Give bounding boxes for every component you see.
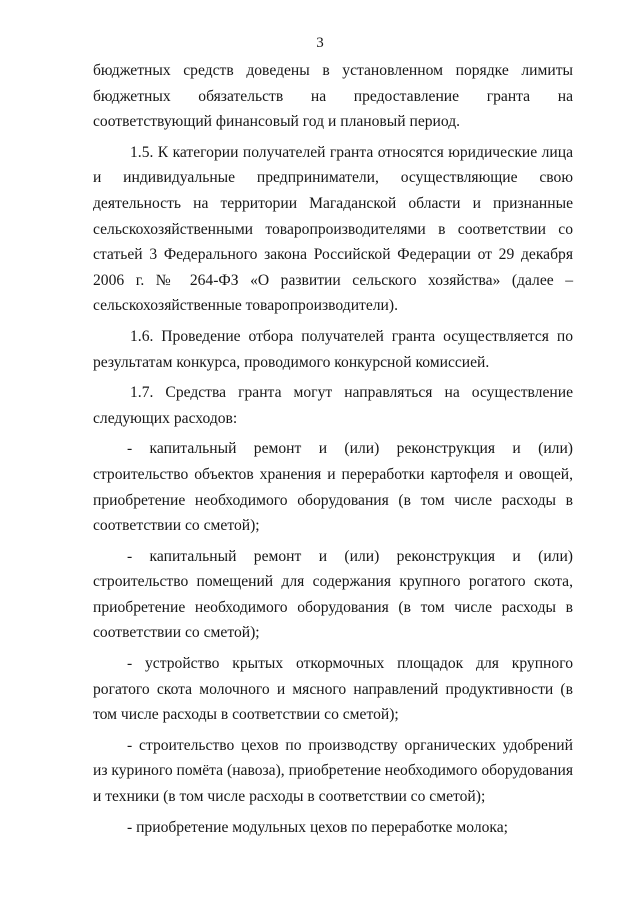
list-item-fertilizer-workshops: - строительство цехов по производству органических удобрений из куриного помёта (навоза), приобретение необходимого оборудования и техники (в том числе расходы в соответствии со сметой);: [93, 736, 573, 806]
list-item-milk-processing: - приобретение модульных цехов по переработке молока;: [127, 818, 508, 836]
list-item-cattle-premises: - капитальный ремонт и (или) реконструкция и (или) строительство помещений для содержания крупного рогатого скота, приобретение необходимого оборудования (в том числе расходы в соответствии со сметой);: [93, 547, 573, 642]
document-body: [93, 58, 573, 845]
list-item-feeding-grounds: - устройство крытых откормочных площадок для крупного рогатого скота молочного и мясного направлений продуктивности (в том числе расходы в соответствии со сметой);: [93, 655, 573, 724]
paragraph-1-6-selection: 1.6. Проведение отбора получателей гранта осуществляется по результатам конкурса, проводимого конкурсной комиссией.: [93, 327, 573, 371]
paragraph-budget-limits: бюджетных средств доведены в установленном порядке лимиты бюджетных обязательств на предоставление гранта на соответствующий финансовый год и плановый период.: [93, 62, 573, 131]
page-number: 3: [316, 35, 324, 51]
paragraph-1-7-expenses: 1.7. Средства гранта могут направляться на осуществление следующих расходов:: [93, 384, 573, 427]
list-item-storage-facilities: - капитальный ремонт и (или) реконструкция и (или) строительство объектов хранения и переработки картофеля и овощей, приобретение необходимого оборудования (в том числе расходы в соответствии со сметой);: [93, 440, 573, 535]
paragraph-1-5-recipients: 1.5. К категории получателей гранта относятся юридические лица и индивидуальные предприниматели, осуществляющие свою деятельность на территории Магаданской области и признанные сельскохозяйственными товаропроизводителями в соответствии со статьей 3 Федерального закона Российской Федерации от 29 декабря 2006 г. № 264-ФЗ «О развитии сельского хозяйства» (далее – сельскохозяйственные товаропроизводители).: [93, 143, 573, 315]
